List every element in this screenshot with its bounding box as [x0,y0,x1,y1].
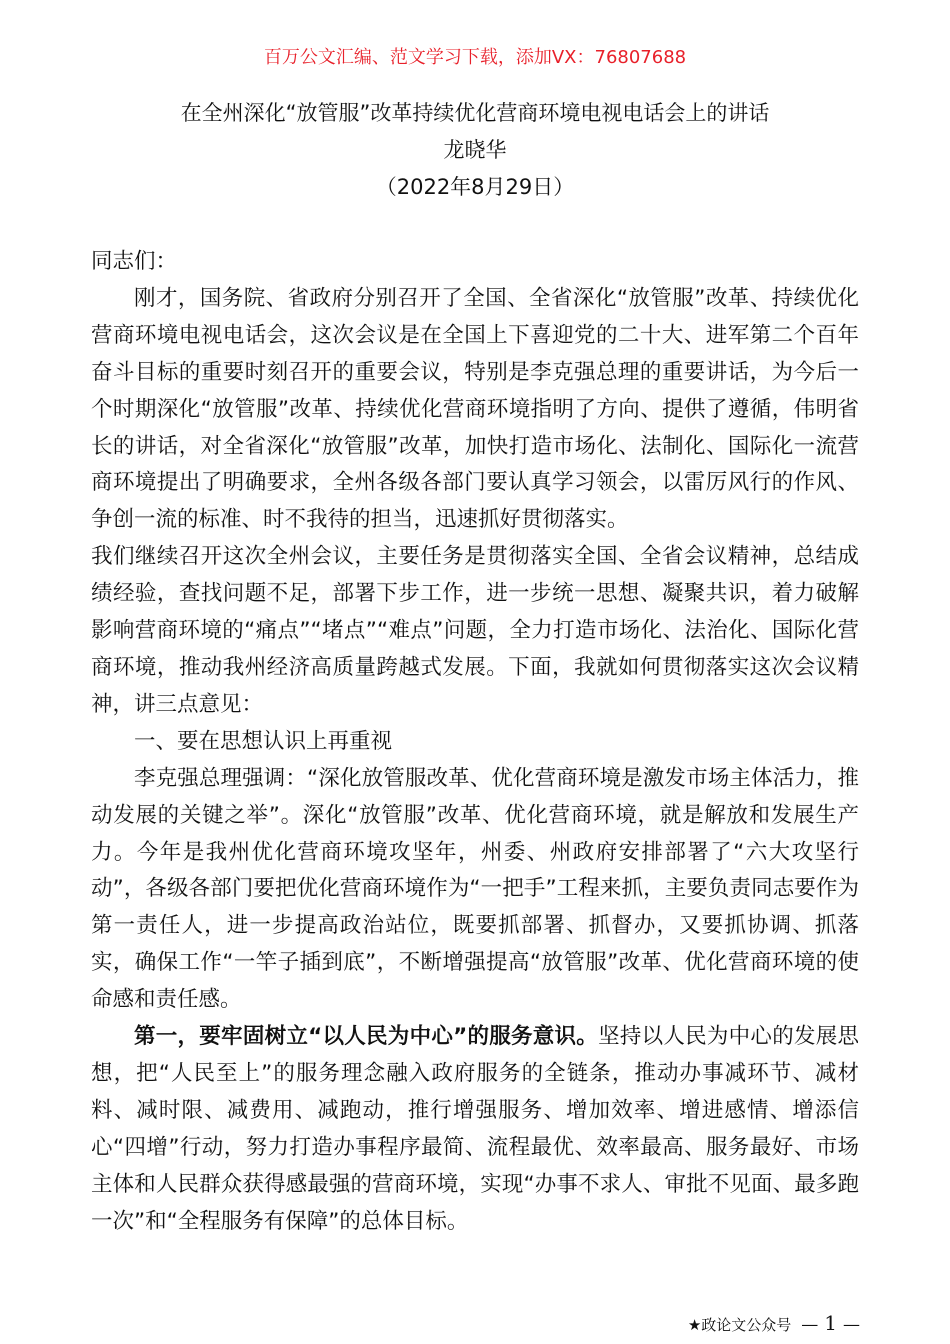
paragraph-4-text: 坚持以人民为中心的发展思想，把“人民至上”的服务理念融入政府服务的全链条，推动办事减环节、减材料、减时限、减费用、减跑动，推行增强服务、增加效率、增进感情、增添信心“四增”行动，努力打造办事程序最简、流程最优、效率最高、服务最好、市场主体和人民群众获得感最强的营商环境，实现“办事不求人、审批不见面、最多跑一次”和“全程服务有保障”的总体目标。 [91,1024,859,1234]
footer-source: ★政论文公众号 [687,1316,792,1334]
speech-date: （2022年8月29日） [375,175,575,199]
speech-title: 在全州深化“放管服”改革持续优化营商环境电视电话会上的讲话 [180,101,770,125]
paragraph-4-lead: 第一，要牢固树立“以人民为中心”的服务意识。 [134,1024,599,1050]
paragraph-1: 刚才，国务院、省政府分别召开了全国、全省深化“放管服”改革、持续优化营商环境电视电话会，这次会议是在全国上下喜迎党的二十大、进军第二个百年奋斗目标的重要时刻召开的重要会议，特别是李克强总理的重要讲话，为今后一个时期深化“放管服”改革、持续优化营商环境指明了方向、提供了遵循，伟明省长的讲话，对全省深化“放管服”改革，加快打造市场化、法制化、国际化一流营商环境提出了明确要求，全州各级各部门要认真学习领会，以雷厉风行的作风、争创一流的标准、时不我待的担当，迅速抓好贯彻落实。 [91,285,859,533]
page-footer [560,1310,860,1336]
author-name: 龙晓华 [443,138,507,162]
section-heading-1: 一、要在思想认识上再重视 [134,728,393,754]
paragraph-4 [91,1019,859,1240]
footer-dash-left: — [801,1315,819,1335]
page-number: 1 [824,1311,837,1335]
paragraph-2: 我们继续召开这次全州会议，主要任务是贯彻落实全国、全省会议精神，总结成绩经验，查找问题不足，部署下步工作，进一步统一思想、凝聚共识，着力破解影响营商环境的“痛点”“堵点”“难点”问题，全力打造市场化、法治化、国际化营商环境，推动我州经济高质量跨越式发展。下面，我就如何贯彻落实这次会议精神，讲三点意见： [91,544,859,717]
greeting: 同志们： [91,249,178,274]
paragraph-3: 李克强总理强调：“深化放管服改革、优化营商环境是激发市场主体活力，推动发展的关键之举”。深化“放管服”改革、优化营商环境，就是解放和发展生产力。今年是我州优化营商环境攻坚年，州委、州政府安排部署了“六大攻坚行动”，各级各部门要把优化营商环境作为“一把手”工程来抓，主要负责同志要作为第一责任人，进一步提高政治站位，既要抓部署、抓督办，又要抓协调、抓落实，确保工作“一竿子插到底”，不断增强提高“放管服”改革、优化营商环境的使命感和责任感。 [91,765,859,1013]
download-banner: 百万公文汇编、范文学习下载，添加VX：76807688 [263,47,687,68]
footer-dash-right: — [843,1315,860,1335]
speech-body [91,244,859,1240]
